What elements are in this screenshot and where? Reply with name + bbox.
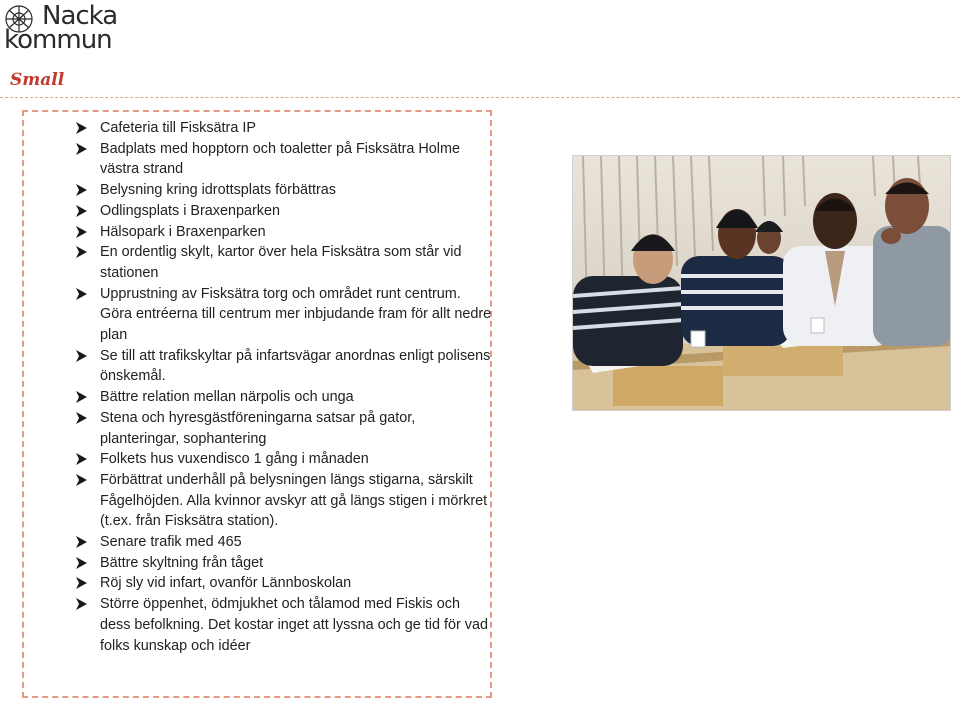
group-photo <box>572 155 951 411</box>
bullet-item <box>74 408 494 449</box>
arrow-bullet-icon <box>74 535 88 549</box>
bullet-item <box>74 180 494 201</box>
bullet-item <box>74 470 494 532</box>
arrow-bullet-icon <box>74 225 88 239</box>
nacka-logo <box>4 2 118 54</box>
dashed-divider <box>0 97 960 98</box>
bullet-item <box>74 449 494 470</box>
bullet-item <box>74 553 494 574</box>
bullet-item <box>74 346 494 387</box>
bullet-text: Senare trafik med 465 <box>100 534 242 551</box>
bullet-item <box>74 118 494 139</box>
bullet-text: Odlingsplats i Braxenparken <box>100 202 280 219</box>
logo-text-kommun: kommun <box>4 25 112 55</box>
bullet-panel <box>22 110 492 698</box>
bullet-text: Se till att trafikskyltar på infartsvägar anordnas enligt polisens önskemål. <box>100 347 491 385</box>
bullet-item <box>74 222 494 243</box>
section-heading: Small <box>10 70 65 90</box>
bullet-text: Bättre relation mellan närpolis och unga <box>100 389 354 406</box>
arrow-bullet-icon <box>74 556 88 570</box>
bullet-text: Folkets hus vuxendisco 1 gång i månaden <box>100 451 369 468</box>
bullet-text: Bättre skyltning från tåget <box>100 554 264 571</box>
bullet-text: Förbättrat underhåll på belysningen längs stigarna, särskilt Fågelhöjden. Alla kvinnor avskyr att gå längs stigen i mörkret (t.ex. från Fisksätra station). <box>100 471 488 530</box>
arrow-bullet-icon <box>74 452 88 466</box>
bullet-item <box>74 242 494 283</box>
arrow-bullet-icon <box>74 597 88 611</box>
bullet-item <box>74 594 494 656</box>
arrow-bullet-icon <box>74 287 88 301</box>
arrow-bullet-icon <box>74 473 88 487</box>
arrow-bullet-icon <box>74 576 88 590</box>
logo-text-nacka: Nacka <box>42 1 118 31</box>
arrow-bullet-icon <box>74 245 88 259</box>
arrow-bullet-icon <box>74 142 88 156</box>
bullet-text: Större öppenhet, ödmjukhet och tålamod med Fiskis och dess befolkning. Det kostar inget att lyssna och ge tid för vad folks kunskap och idéer <box>100 596 488 654</box>
bullet-text: Röj sly vid infart, ovanför Lännboskolan <box>100 575 352 592</box>
group-photo-image <box>573 156 951 411</box>
arrow-bullet-icon <box>74 183 88 197</box>
bullet-text: En ordentlig skylt, kartor över hela Fisksätra som står vid stationen <box>100 244 462 281</box>
bullet-text: Hälsopark i Braxenparken <box>100 223 266 240</box>
arrow-bullet-icon <box>74 204 88 218</box>
bullet-item <box>74 284 494 346</box>
bullet-text: Upprustning av Fisksätra torg och området runt centrum. Göra entréerna till centrum mer inbjudande fram för allt nedre plan <box>100 285 492 344</box>
bullet-item <box>74 201 494 222</box>
bullet-item <box>74 573 494 594</box>
arrow-bullet-icon <box>74 411 88 425</box>
bullet-text: Stena och hyresgästföreningarna satsar på gator, planteringar, sophantering <box>100 409 416 447</box>
bullet-text: Belysning kring idrottsplats förbättras <box>100 182 336 199</box>
arrow-bullet-icon <box>74 390 88 404</box>
bullet-item <box>74 139 494 180</box>
bullet-text: Badplats med hopptorn och toaletter på Fisksätra Holme västra strand <box>100 140 460 178</box>
arrow-bullet-icon <box>74 121 88 135</box>
bullet-text: Cafeteria till Fisksätra IP <box>100 120 256 136</box>
bullet-list <box>74 118 494 656</box>
bullet-item <box>74 532 494 553</box>
bullet-item <box>74 387 494 408</box>
arrow-bullet-icon <box>74 349 88 363</box>
